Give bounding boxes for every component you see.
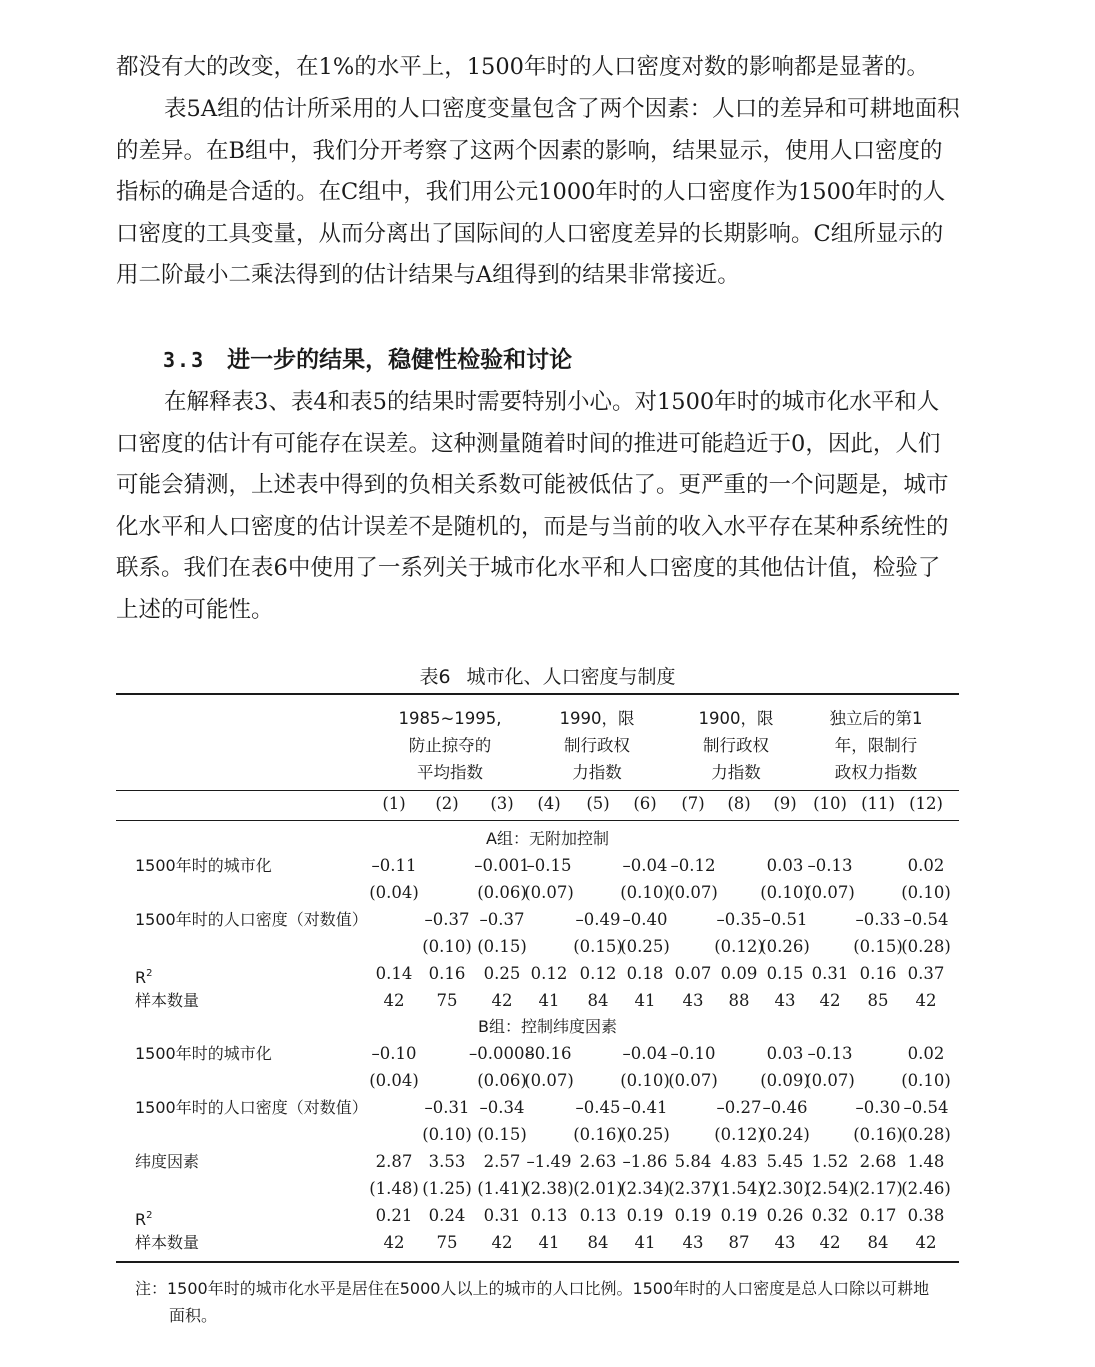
table-cell: 2.68 (859, 1152, 897, 1171)
table-cell: (0.16) (853, 1125, 903, 1144)
table-row (0, 1148, 1095, 1175)
table-note-line: 面积。 (169, 1306, 218, 1325)
table-row (0, 879, 1095, 906)
paragraph-robustness: 在解释表3、表4和表5的结果时需要特别小心。对1500年时的城市化水平和人口密度的估计有可能存在误差。这种测量随着时间的推进可能趋近于0，因此，人们可能会猜测，上述表中得到的负相关系数可能被低估了。更严重的一个问题是，城市化水平和人口密度的估计误差不是随机的，而是与当前的收入水平存在某种系统性的联系。我们在表6中使用了一系列关于城市化水平和人口密度的其他估计值，检验了上述的可能性。 (116, 389, 949, 623)
table-cell: 43 (774, 1233, 796, 1252)
table-cell: (2.30) (760, 1179, 810, 1198)
table-cell: (0.06) (477, 883, 527, 902)
table-cell: 2.87 (375, 1152, 413, 1171)
table-row (0, 1067, 1095, 1094)
table-cell: (1.54) (714, 1179, 764, 1198)
table-cell: (1.48) (369, 1179, 419, 1198)
table-cell: –0.12 (670, 856, 716, 875)
table-cell: (2.01) (573, 1179, 623, 1198)
table-cell: (0.28) (901, 937, 951, 956)
column-number: (10) (813, 794, 847, 813)
table-cell: (0.15) (573, 937, 623, 956)
table-cell: 0.13 (530, 1206, 568, 1225)
column-number: (4) (537, 794, 561, 813)
row-label: 样本数量 (135, 1233, 200, 1252)
table-cell: (0.24) (760, 1125, 810, 1144)
table-cell: 0.13 (579, 1206, 617, 1225)
table-cell: (0.04) (369, 883, 419, 902)
table-row (0, 1040, 1095, 1067)
table-cell: –0.04 (622, 856, 668, 875)
table-cell: 0.02 (907, 1044, 945, 1063)
table-row (0, 987, 1095, 1014)
table-cell: (0.25) (620, 937, 670, 956)
column-number: (3) (490, 794, 514, 813)
table-cell: 41 (538, 991, 560, 1010)
table-cell: (0.15) (477, 937, 527, 956)
table-top-rule (116, 693, 959, 695)
table-cell: 84 (587, 1233, 609, 1252)
table-cell: 4.83 (720, 1152, 758, 1171)
table-cell: (0.06) (477, 1071, 527, 1090)
table-cell: (2.38) (524, 1179, 574, 1198)
table-cell: 43 (682, 991, 704, 1010)
table-cell: (0.10) (620, 1071, 670, 1090)
table-cell: (2.17) (853, 1179, 903, 1198)
table-cell: –1.49 (526, 1152, 572, 1171)
column-number: (8) (727, 794, 751, 813)
table-cell: (0.09) (760, 1071, 810, 1090)
table-cell: 0.26 (766, 1206, 804, 1225)
column-group-header-3: 1900，限 制行政权 力指数 (698, 709, 774, 782)
table-cell: –1.86 (622, 1152, 668, 1171)
table-label: 表6 (419, 666, 451, 688)
table-bottom-rule (116, 1261, 959, 1263)
table-cell: 2.63 (579, 1152, 617, 1171)
table-cell: –0.13 (807, 856, 853, 875)
column-group-header-4: 独立后的第1 年，限制行 政权力指数 (829, 709, 923, 782)
table-cell: 0.19 (720, 1206, 758, 1225)
table-cell: (2.37) (668, 1179, 718, 1198)
table-cell: (0.28) (901, 1125, 951, 1144)
table-cell: –0.35 (716, 910, 762, 929)
row-label: 1500年时的人口密度（对数值） (135, 1098, 368, 1117)
table-cell: 42 (915, 991, 937, 1010)
table-cell: (0.12) (714, 1125, 764, 1144)
column-number: (2) (435, 794, 459, 813)
table-cell: –0.54 (903, 1098, 949, 1117)
table-cell: (0.15) (477, 1125, 527, 1144)
table-cell: –0.33 (855, 910, 901, 929)
table-cell: –0.45 (575, 1098, 621, 1117)
column-group-header-1: 1985~1995, 防止掠夺的 平均指数 (398, 709, 502, 782)
table-cell: 85 (867, 991, 889, 1010)
table-title: 城市化、人口密度与制度 (466, 666, 676, 688)
table-cell: 0.19 (626, 1206, 664, 1225)
table-cell: –0.10 (670, 1044, 716, 1063)
table-cell: –0.10 (371, 1044, 417, 1063)
table-cell: 0.03 (766, 1044, 804, 1063)
table-cell: 0.18 (626, 964, 664, 983)
column-number: (1) (382, 794, 406, 813)
table-cell: 0.21 (375, 1206, 413, 1225)
row-label: $R^2$ (135, 1210, 153, 1229)
table-cell: 5.84 (674, 1152, 712, 1171)
column-number: (6) (633, 794, 657, 813)
table-cell: –0.27 (716, 1098, 762, 1117)
table-row (0, 906, 1095, 933)
table-cell: (0.07) (805, 1071, 855, 1090)
table-cell: 84 (867, 1233, 889, 1252)
column-number-row (0, 794, 1095, 816)
table-cell: (0.10) (422, 1125, 472, 1144)
table-cell: 42 (819, 991, 841, 1010)
table-cell: –0.49 (575, 910, 621, 929)
table-cell: (0.12) (714, 937, 764, 956)
table-cell: 84 (587, 991, 609, 1010)
table-cell: (0.10) (760, 883, 810, 902)
table-row (0, 960, 1095, 987)
table-cell: (2.46) (901, 1179, 951, 1198)
table-row (0, 1175, 1095, 1202)
table-cell: 42 (383, 991, 405, 1010)
table-caption (0, 662, 1095, 692)
row-label: 1500年时的人口密度（对数值） (135, 910, 368, 929)
table-cell: 0.07 (674, 964, 712, 983)
table-cell: 88 (728, 991, 750, 1010)
table-cell: –0.34 (479, 1098, 525, 1117)
superscript: 2 (146, 1210, 153, 1221)
table-cell: 43 (682, 1233, 704, 1252)
table-cell: 43 (774, 991, 796, 1010)
table-row (0, 1094, 1095, 1121)
table-cell: 42 (491, 1233, 513, 1252)
table-cell: 75 (436, 1233, 458, 1252)
row-label: 1500年时的城市化 (135, 856, 272, 875)
table-cell: 75 (436, 991, 458, 1010)
table-header-rule (116, 790, 959, 791)
table-cell: 0.24 (428, 1206, 466, 1225)
table-cell: 0.16 (428, 964, 466, 983)
table-cell: (0.07) (524, 1071, 574, 1090)
table-cell: –0.37 (424, 910, 470, 929)
table-cell: (0.10) (901, 1071, 951, 1090)
table-cell: 0.19 (674, 1206, 712, 1225)
table-cell: 41 (538, 1233, 560, 1252)
table-cell: (2.34) (620, 1179, 670, 1198)
table-cell: –0.13 (807, 1044, 853, 1063)
column-number: (11) (861, 794, 895, 813)
table-cell: (0.07) (668, 883, 718, 902)
superscript: 2 (146, 968, 153, 979)
table-cell: 42 (491, 991, 513, 1010)
table-cell: 3.53 (428, 1152, 466, 1171)
table-cell: 0.16 (859, 964, 897, 983)
table-cell: (0.04) (369, 1071, 419, 1090)
table-cell: 42 (915, 1233, 937, 1252)
table-cell: –0.16 (526, 1044, 572, 1063)
table-cell: (2.54) (805, 1179, 855, 1198)
table-cell: 42 (383, 1233, 405, 1252)
table-note (135, 1275, 965, 1329)
table-cell: (0.10) (620, 883, 670, 902)
column-group-header-2: 1990，限 制行政权 力指数 (559, 709, 635, 782)
panel-b-title: B组：控制纬度因素 (478, 1017, 617, 1036)
table-row (0, 1229, 1095, 1256)
column-number: (7) (681, 794, 705, 813)
table-cell: 0.02 (907, 856, 945, 875)
table-cell: 0.25 (483, 964, 521, 983)
table-cell: –0.04 (622, 1044, 668, 1063)
table-row (0, 852, 1095, 879)
table-cell: 1.52 (811, 1152, 849, 1171)
table-cell: (0.07) (524, 883, 574, 902)
table-cell: –0.54 (903, 910, 949, 929)
paragraph-continued: 都没有大的改变，在1%的水平上，1500年时的人口密度对数的影响都是显著的。 (116, 54, 929, 80)
column-number: (9) (773, 794, 797, 813)
table-cell: –0.37 (479, 910, 525, 929)
table-cell: –0.001 (474, 856, 530, 875)
table-column-number-rule (116, 820, 959, 821)
table-cell: 87 (728, 1233, 750, 1252)
table-cell: 0.37 (907, 964, 945, 983)
row-label: $R^2$ (135, 968, 153, 987)
table-cell: 0.09 (720, 964, 758, 983)
table-cell: –0.46 (762, 1098, 808, 1117)
table-cell: 0.03 (766, 856, 804, 875)
table-cell: 0.12 (530, 964, 568, 983)
table-cell: 0.14 (375, 964, 413, 983)
table-cell: 0.31 (811, 964, 849, 983)
table-cell: (0.07) (668, 1071, 718, 1090)
table-cell: 0.38 (907, 1206, 945, 1225)
table-cell: –0.41 (622, 1098, 668, 1117)
table-cell: (0.26) (760, 937, 810, 956)
table-cell: –0.11 (371, 856, 417, 875)
column-number: (5) (586, 794, 610, 813)
section-heading (163, 340, 572, 380)
table-cell: (0.10) (901, 883, 951, 902)
table-cell: (0.15) (853, 937, 903, 956)
table-cell: 0.15 (766, 964, 804, 983)
table-cell: –0.30 (855, 1098, 901, 1117)
table-cell: 41 (634, 991, 656, 1010)
table-cell: (1.25) (422, 1179, 472, 1198)
column-number: (12) (909, 794, 943, 813)
table-cell: –0.15 (526, 856, 572, 875)
table-cell: 5.45 (766, 1152, 804, 1171)
table-row (0, 1121, 1095, 1148)
section-title: 进一步的结果，稳健性检验和讨论 (227, 346, 573, 373)
table-note-line: 注：1500年时的城市化水平是居住在5000人以上的城市的人口比例。1500年时的人口密度是总人口除以可耕地 (135, 1279, 930, 1298)
table-cell: (0.10) (422, 937, 472, 956)
table-row (0, 1202, 1095, 1229)
paragraph-panel-description: 表5A组的估计所采用的人口密度变量包含了两个因素：人口的差异和可耕地面积的差异。在B组中，我们分开考察了这两个因素的影响，结果显示，使用人口密度的指标的确是合适的。在C组中，我们用公元1000年时的人口密度作为1500年时的人口密度的工具变量，从而分离出了国际间的人口密度差异的长期影响。C组所显示的用二阶最小二乘法得到的估计结果与A组得到的结果非常接近。 (116, 96, 960, 288)
row-label: 纬度因素 (135, 1152, 200, 1171)
table-cell: (0.07) (805, 883, 855, 902)
table-row (0, 933, 1095, 960)
table-cell: 0.32 (811, 1206, 849, 1225)
row-label: 样本数量 (135, 991, 200, 1010)
panel-a-title: A组：无附加控制 (486, 829, 609, 848)
table-cell: –0.0008 (469, 1044, 535, 1063)
table-cell: –0.51 (762, 910, 808, 929)
table-cell: 2.57 (483, 1152, 521, 1171)
table-cell: –0.40 (622, 910, 668, 929)
table-cell: 41 (634, 1233, 656, 1252)
table-cell: 0.31 (483, 1206, 521, 1225)
table-cell: (1.41) (477, 1179, 527, 1198)
table-cell: –0.31 (424, 1098, 470, 1117)
table-cell: (0.16) (573, 1125, 623, 1144)
table-cell: (0.25) (620, 1125, 670, 1144)
table-cell: 1.48 (907, 1152, 945, 1171)
row-label: 1500年时的城市化 (135, 1044, 272, 1063)
table-cell: 0.17 (859, 1206, 897, 1225)
table-cell: 42 (819, 1233, 841, 1252)
table-cell: 0.12 (579, 964, 617, 983)
section-number: 3.3 (163, 348, 206, 372)
